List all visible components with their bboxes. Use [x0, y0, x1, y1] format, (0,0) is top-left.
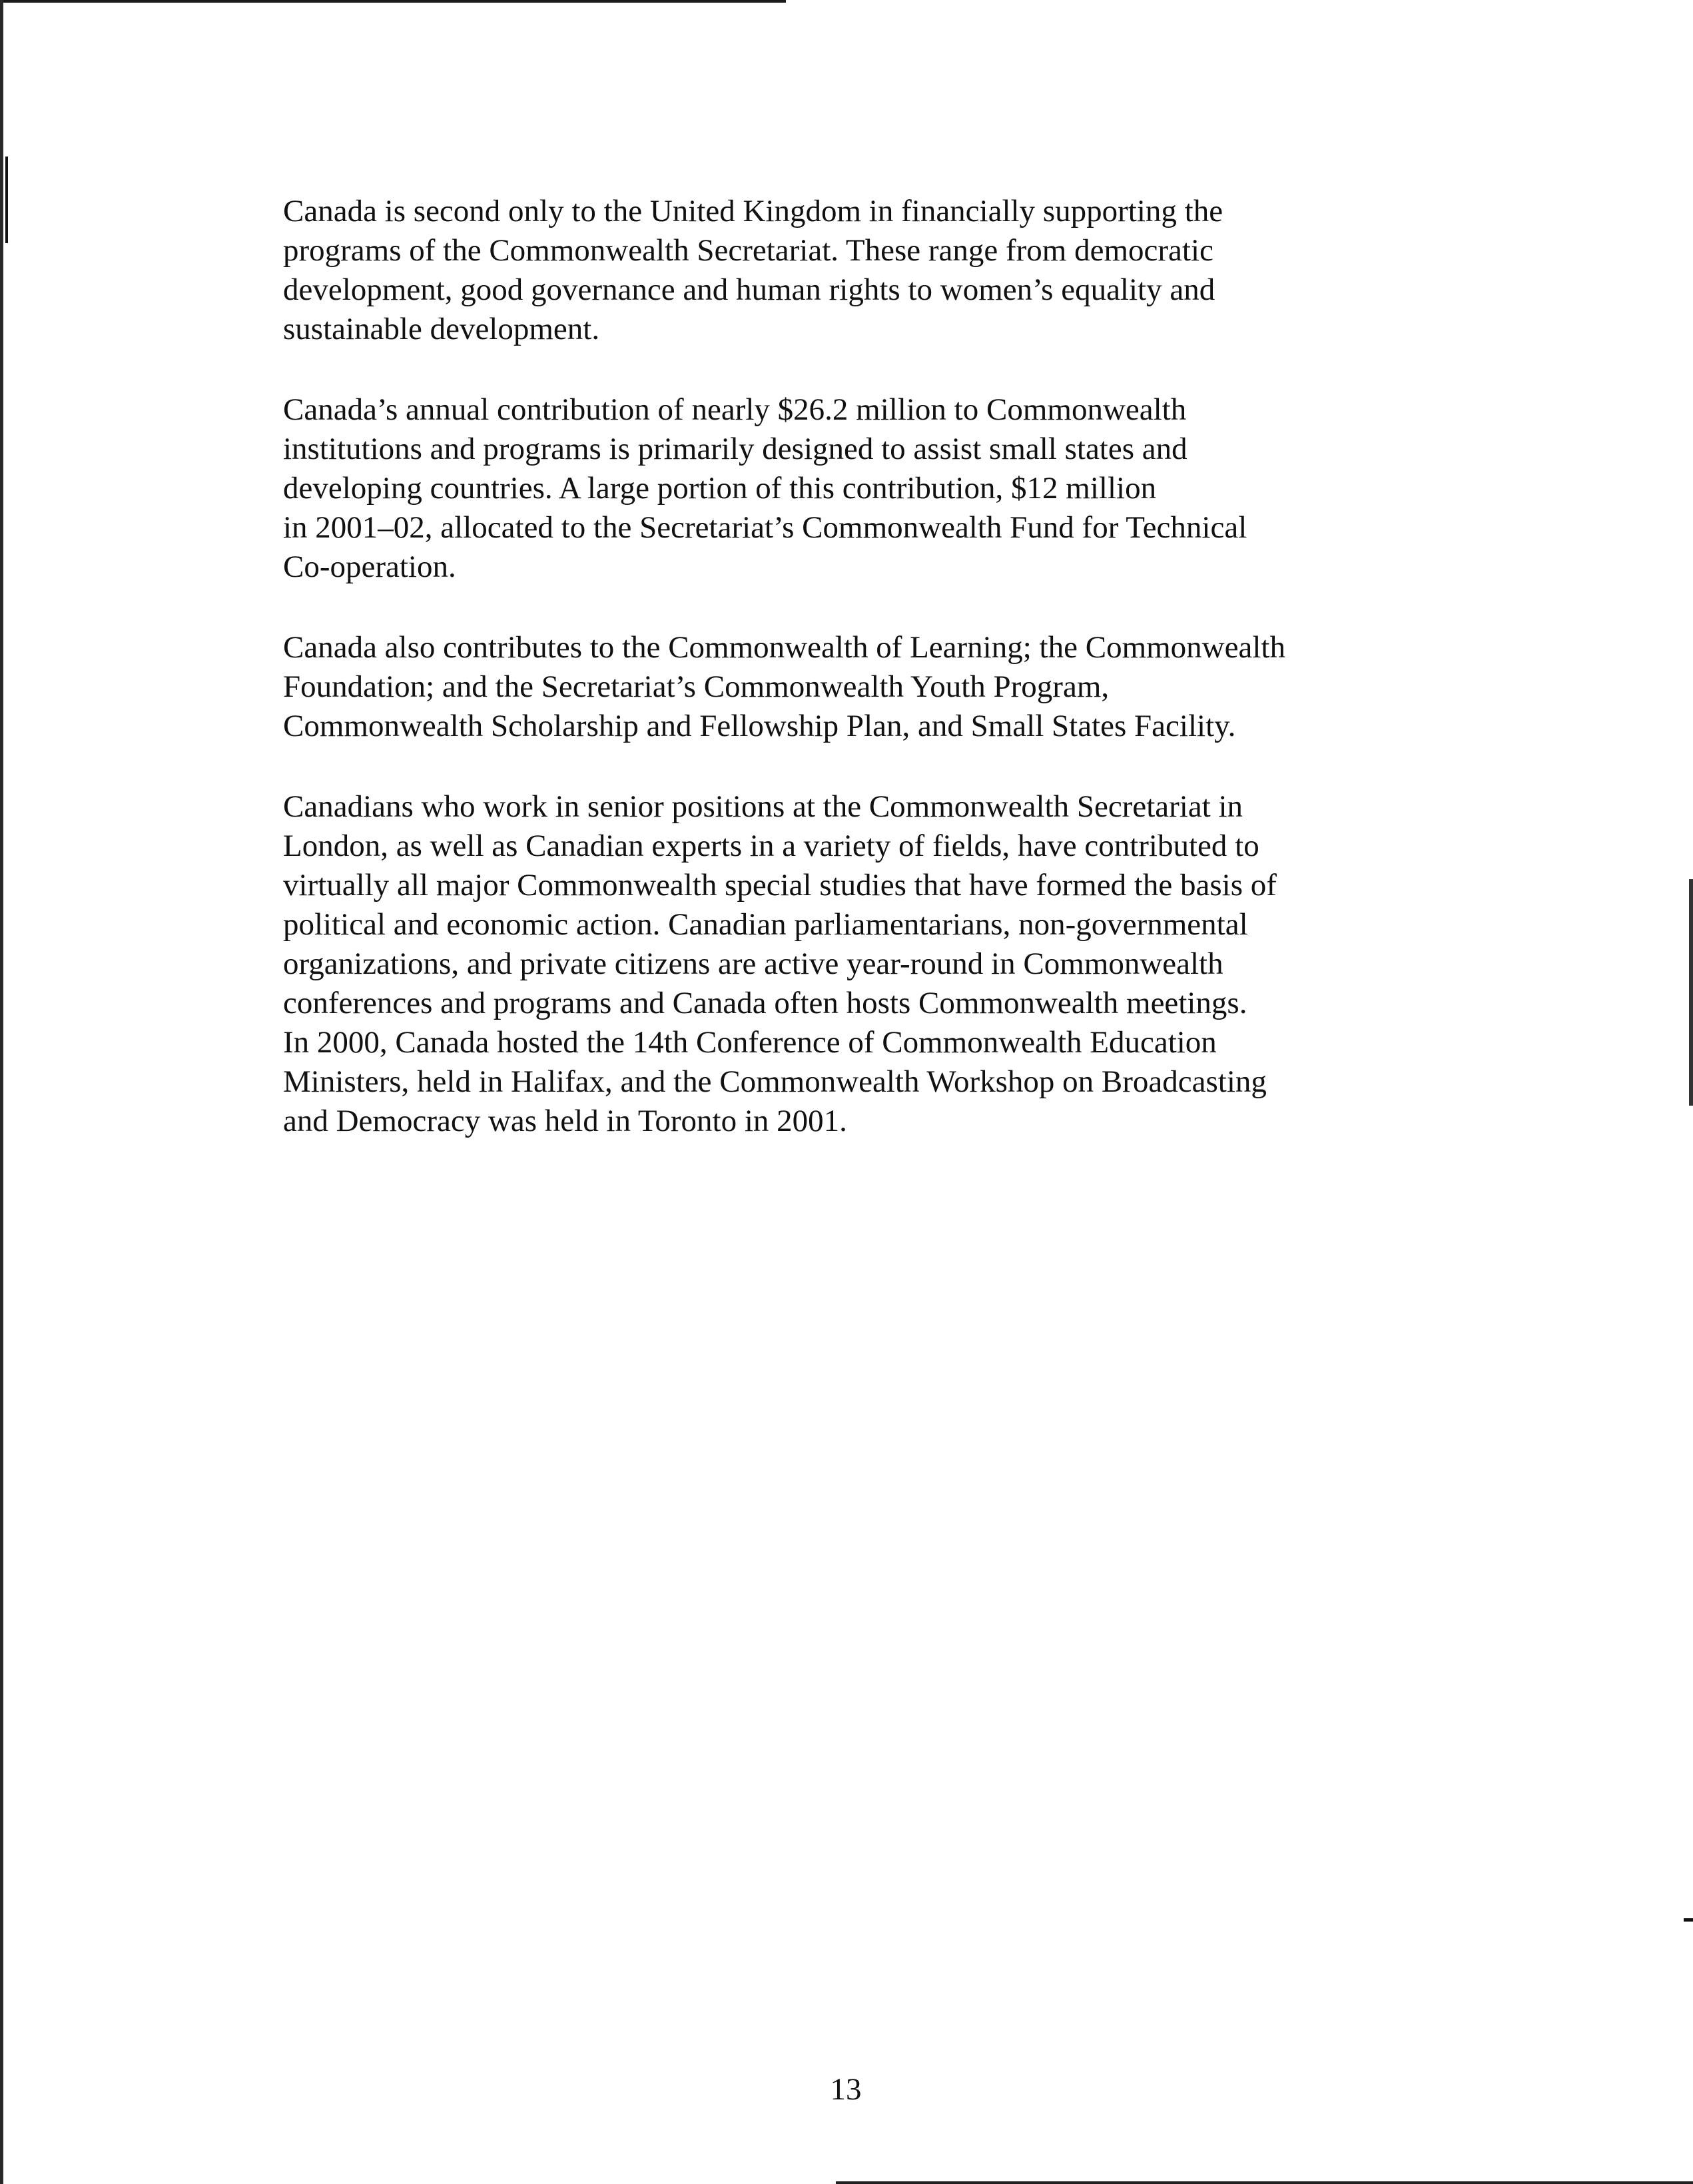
text-line: Foundation; and the Secretariat’s Commonwealth Youth Program, — [283, 669, 1110, 704]
scan-top-border — [0, 0, 786, 3]
text-line: and Democracy was held in Toronto in 2001. — [283, 1104, 847, 1138]
text-line: development, good governance and human rights to women’s equality and — [283, 272, 1215, 307]
paragraph-funding-support — [283, 192, 1415, 349]
text-line: Canada also contributes to the Commonwealth of Learning; the Commonwealth — [283, 630, 1285, 665]
text-line: in 2001–02, allocated to the Secretariat’s Commonwealth Fund for Technical — [283, 510, 1247, 545]
text-line: Canada is second only to the United Kingdom in financially supporting the — [283, 194, 1223, 228]
scan-right-border — [1689, 879, 1693, 1106]
text-line: Ministers, held in Halifax, and the Commonwealth Workshop on Broadcasting — [283, 1064, 1267, 1099]
text-line: In 2000, Canada hosted the 14th Conference of Commonwealth Education — [283, 1025, 1217, 1060]
text-line: conferences and programs and Canada often hosts Commonwealth meetings. — [283, 986, 1247, 1020]
scan-left-mark — [5, 157, 8, 243]
text-line: organizations, and private citizens are active year-round in Commonwealth — [283, 946, 1223, 981]
paragraph-canadian-involvement — [283, 787, 1415, 1141]
text-line: virtually all major Commonwealth special studies that have formed the basis of — [283, 868, 1277, 903]
text-line: institutions and programs is primarily designed to assist small states and — [283, 432, 1187, 466]
paragraph-other-contributions — [283, 628, 1415, 746]
scan-right-tick — [1684, 1918, 1693, 1922]
paragraph-annual-contribution — [283, 390, 1415, 587]
text-line: Canada’s annual contribution of nearly $26.2 million to Commonwealth — [283, 392, 1187, 427]
text-line: developing countries. A large portion of this contribution, $12 million — [283, 471, 1157, 506]
scan-left-border — [0, 0, 3, 2184]
text-line: London, as well as Canadian experts in a variety of fields, have contributed to — [283, 829, 1259, 863]
scan-bottom-border — [836, 2181, 1693, 2184]
text-line: Commonwealth Scholarship and Fellowship Plan, and Small States Facility. — [283, 709, 1236, 743]
text-line: sustainable development. — [283, 312, 600, 346]
text-line: programs of the Commonwealth Secretariat. These range from democratic — [283, 233, 1213, 268]
page-number: 13 — [830, 2072, 862, 2107]
text-line: political and economic action. Canadian parliamentarians, non-governmental — [283, 907, 1248, 942]
text-line: Canadians who work in senior positions at the Commonwealth Secretariat in — [283, 789, 1243, 824]
body-text — [283, 192, 1415, 1182]
text-line: Co-operation. — [283, 549, 456, 584]
